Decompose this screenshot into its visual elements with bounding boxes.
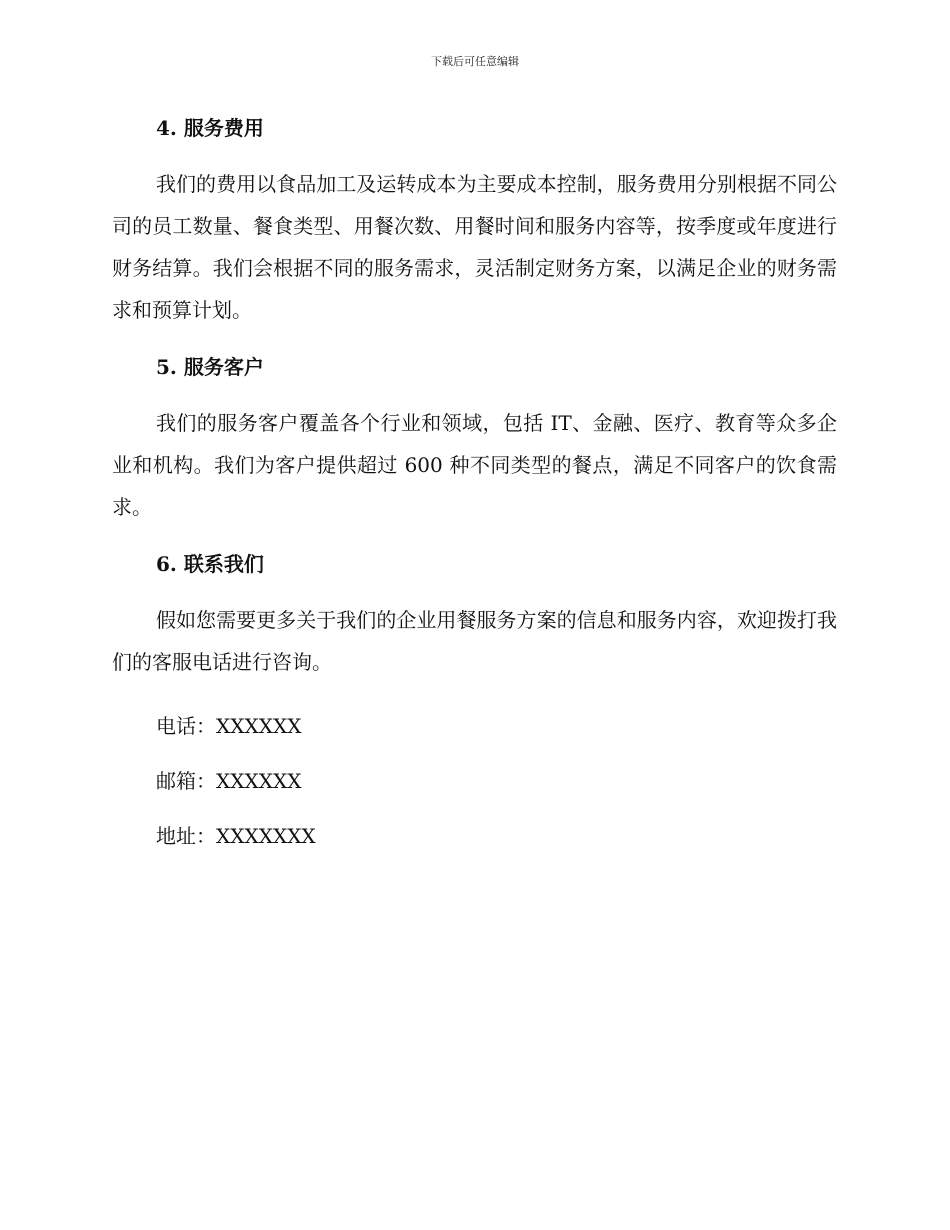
page-header-note: 下载后可任意编辑 — [431, 55, 519, 68]
section-paragraph-fees: 我们的费用以食品加工及运转成本为主要成本控制，服务费用分别根据不同公司的员工数量、餐食类型、用餐次数、用餐时间和服务内容等，按季度或年度进行财务结算。我们会根据不同的服务需求，灵活制定财务方案，以满足企业的财务需求和预算计划。 — [112, 172, 837, 322]
section-heading-fees: 4. 服务费用 — [156, 116, 264, 140]
contact-email: 邮箱：XXXXXX — [156, 769, 302, 793]
contact-phone: 电话：XXXXXX — [156, 714, 302, 738]
contact-address: 地址：XXXXXXX — [156, 824, 316, 848]
section-heading-contact: 6. 联系我们 — [156, 552, 264, 576]
section-heading-clients: 5. 服务客户 — [156, 355, 264, 379]
document-body — [112, 108, 837, 864]
section-paragraph-contact: 假如您需要更多关于我们的企业用餐服务方案的信息和服务内容，欢迎拨打我们的客服电话进行咨询。 — [112, 608, 837, 674]
section-paragraph-clients: 我们的服务客户覆盖各个行业和领域，包括 IT、金融、医疗、教育等众多企业和机构。我们为客户提供超过 600 种不同类型的餐点，满足不同客户的饮食需求。 — [112, 411, 837, 519]
